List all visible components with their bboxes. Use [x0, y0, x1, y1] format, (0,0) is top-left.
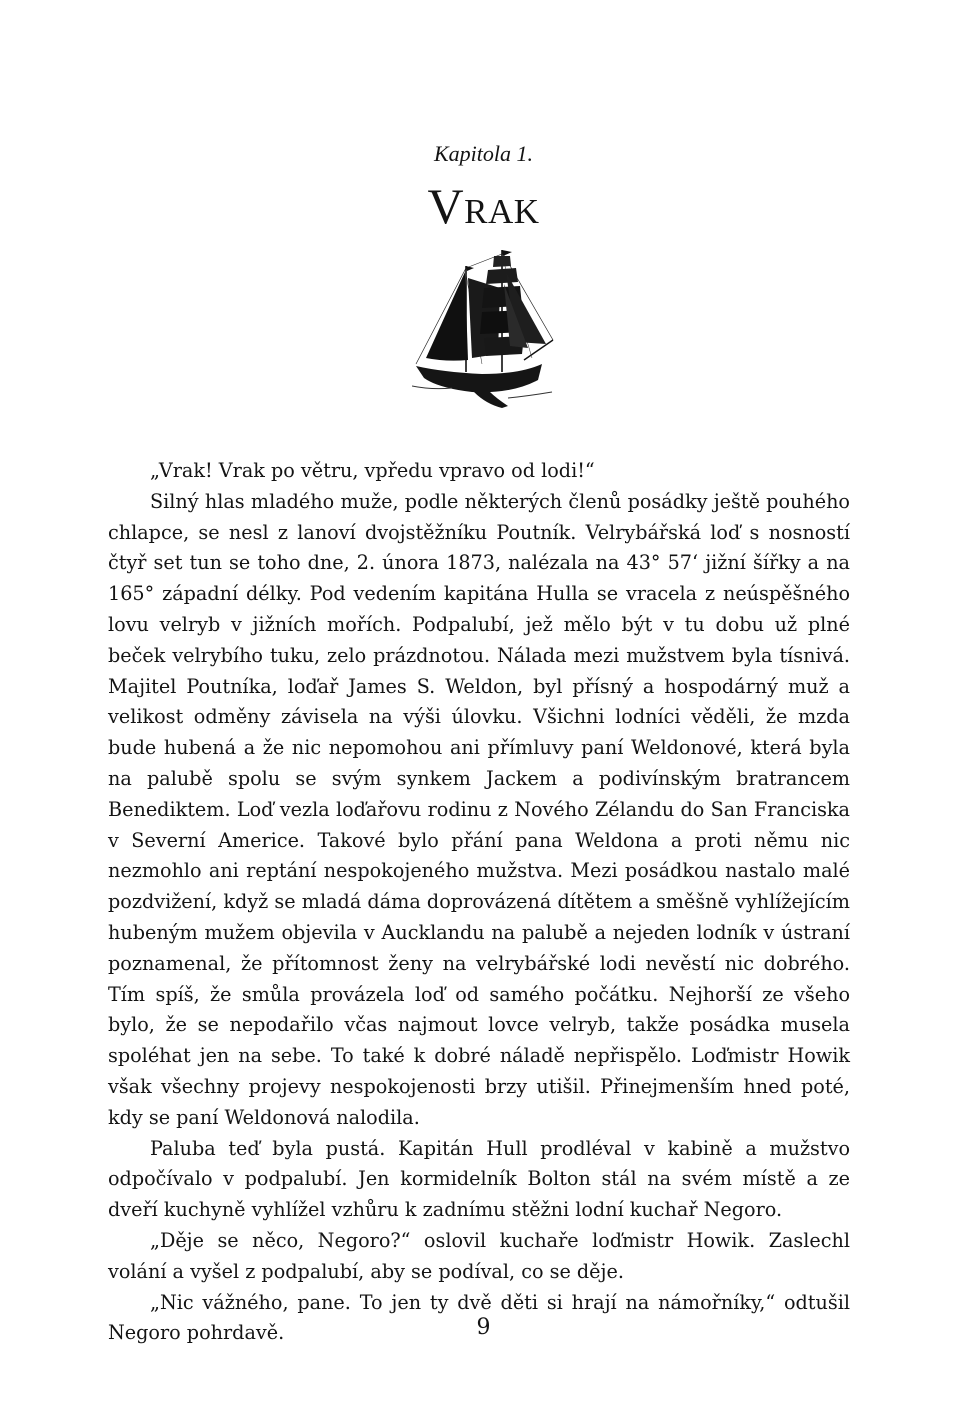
paragraph: „Děje se něco, Negoro?“ oslovil kuchaře loďmistr Howik. Zaslechl volání a vyšel z podpalubí, aby se podíval, co se děje. [108, 1228, 850, 1283]
body-text [108, 456, 850, 1349]
paragraph: Paluba teď byla pustá. Kapitán Hull prodléval v kabině a mužstvo odpočívalo v podpalubí. Jen kormidelník Bolton stál na svém místě a ze dveří kuchyně vyhlížel vzhůru k zadnímu stěžni lodní kuchař Negoro. [108, 1136, 850, 1222]
page-number: 9 [476, 1315, 491, 1340]
chapter-title: Vrak [427, 178, 540, 234]
paragraph: „Vrak! Vrak po větru, vpředu vpravo od lodi!“ [150, 459, 595, 482]
paragraph: Silný hlas mladého muže, podle některých členů posádky ještě pouhého chlapce, se nesl z lanoví dvojstěžníku Poutník. Velrybářská loď s nosností čtyř set tun se toho dne, 2. února 1873, nalézala na 43° 57‘ jižní šířky a na 165° západní délky. Pod vedením kapitána Hulla se vracela z neúspěšného lovu velryb v jižních mořích. Podpalubí, jež mělo být v tu dobu už plné beček velrybího tuku, zelo prázdnotou. Nálada mezi mužstvem byla tísnivá. Majitel Poutníka, loďař James S. Weldon, byl přísný a hospodárný muž a velikost odměny závisela na výši úlovku. Všichni lodníci věděli, že mzda bude hubená a že nic nepomohou ani přímluvy paní Weldonové, která byla na palubě spolu se svým synkem Jackem a podivínským bratrancem Benediktem. Loď vezla loďařovu rodinu z Nového Zélandu do San Franciska v Severní Americe. Takové bylo přání pana Weldona a proti němu nic nezmohlo ani reptání nespokojeného mužstva. Mezi posádkou nastalo malé pozdvižení, když se mladá dáma doprovázená dítětem a směšně vyhlížejícím hubeným mužem objevila v Aucklandu na palubě a nejeden lodník v ústraní poznamenal, že přítomnost ženy na velrybářské lodi nevěstí nic dobrého. Tím spíš, že smůla provázela loď od samého počátku. Nejhorší ze všeho bylo, že se nepodařilo včas najmout lovce velryb, takže posádka musela spoléhat jen na sebe. To také k dobré náladě nepřispělo. Loďmistr Howik však všechny projevy nespokojenosti brzy utišil. Přinejmenším hned poté, kdy se paní Weldonová nalodila. [108, 489, 850, 1129]
sailing-ship-icon [412, 248, 554, 410]
paragraph: „Nic vážného, pane. To jen ty dvě děti si hrají na námořníky,“ odtušil Negoro pohrdavě. [108, 1290, 850, 1345]
chapter-label: Kapitola 1. [433, 141, 533, 166]
